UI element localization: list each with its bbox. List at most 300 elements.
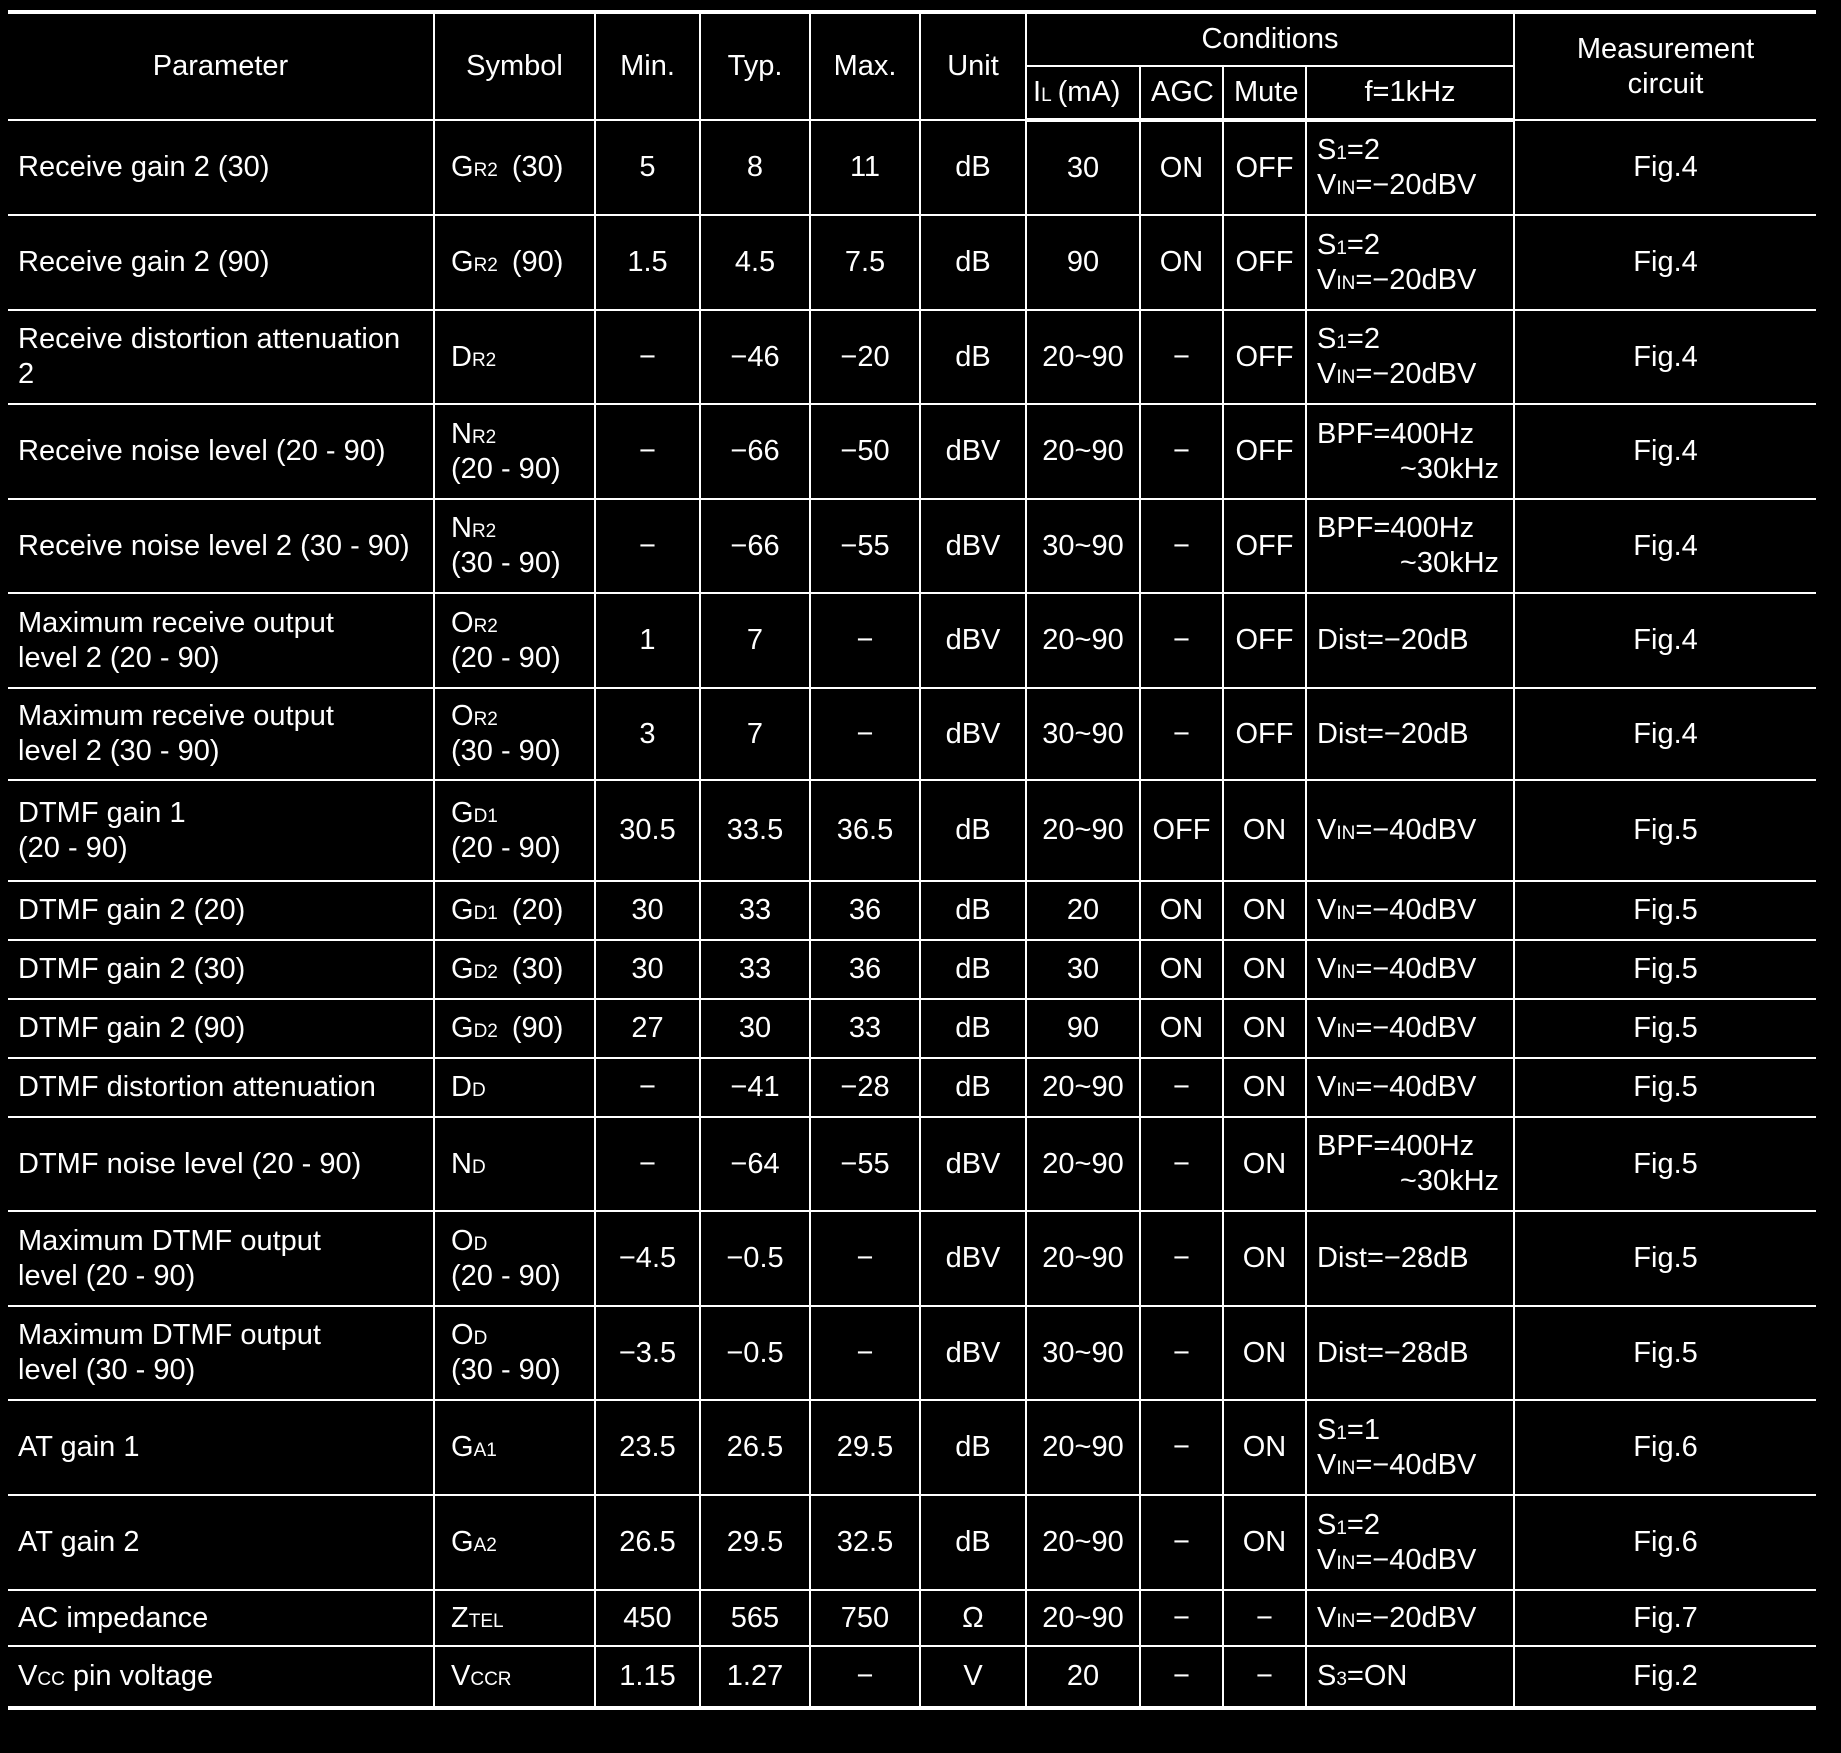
symbol-line-main: V [451,1660,471,1693]
symbol-line [451,831,584,866]
symbol-line-sub: A2 [473,1535,497,1557]
cell-unit: dBV [920,593,1026,688]
symbol-line-text: (30 - 90) [451,735,561,767]
condition-line-sub: IN [1336,178,1356,199]
symbol-line-main: G [451,1526,474,1559]
cell-symbol [434,881,595,940]
parameter-line: level (30 - 90) [18,1354,196,1386]
condition-line-sub: IN [1336,823,1356,845]
header-parameter: Parameter [8,12,434,120]
cell-symbol [434,1495,595,1590]
cell-parameter [8,1495,434,1590]
cell-parameter [8,940,434,999]
cell-parameter [8,499,434,593]
symbol-line-main: O [451,1319,474,1352]
condition-line [1317,1601,1503,1636]
cell-max: − [810,1211,920,1306]
table-row [8,1590,1816,1646]
table-body [8,120,1816,1708]
cell-typ: −64 [700,1117,810,1211]
cell-mute: OFF [1223,215,1306,310]
cell-symbol [434,120,595,215]
cell-mute: ON [1223,1495,1306,1590]
cell-condition [1306,1211,1514,1306]
symbol-line-text: (90) [511,1012,564,1045]
header-il [1026,66,1140,120]
symbol-line-main: O [451,606,474,639]
cell-measurement-circuit: Fig.4 [1514,215,1816,310]
condition-line-text: Dist=−20dB [1317,624,1469,657]
cell-condition [1306,310,1514,404]
cell-agc: − [1140,1400,1223,1495]
parameter-line: AT gain 2 [18,1526,140,1559]
table-row [8,215,1816,310]
cell-mute: OFF [1223,499,1306,593]
cell-parameter [8,881,434,940]
table-row [8,310,1816,404]
table-row [8,1400,1816,1495]
condition-line-text: =2 [1346,134,1380,167]
condition-line-text: =−40dBV [1355,1543,1477,1576]
condition-line [1317,1129,1503,1164]
condition-line-sub: 1 [1336,237,1347,259]
cell-symbol [434,593,595,688]
symbol-line [451,952,584,987]
cell-measurement-circuit: Fig.4 [1514,310,1816,404]
condition-line [1317,1413,1503,1448]
symbol-line-sub: D1 [473,805,498,827]
symbol-line [451,796,584,831]
cell-il: 20~90 [1026,1495,1140,1590]
cell-min: 1.5 [595,215,700,310]
cell-parameter [8,215,434,310]
table-row [8,1211,1816,1306]
parameter-line: AC impedance [18,1601,209,1634]
cell-il: 20~90 [1026,1117,1140,1211]
symbol-line-sub: D2 [473,962,498,984]
symbol-line-main: G [451,796,474,829]
cell-parameter [8,1058,434,1117]
cell-symbol [434,1646,595,1708]
cell-il: 30 [1026,940,1140,999]
parameter-line-main: V [18,1660,38,1693]
cell-unit: dBV [920,404,1026,499]
condition-line-sub: IN [1336,1021,1356,1043]
cell-il: 30~90 [1026,688,1140,780]
cell-condition [1306,1306,1514,1400]
symbol-line [451,1070,584,1105]
table-row [8,1646,1816,1708]
cell-parameter [8,1211,434,1306]
condition-line [1317,623,1503,658]
cell-typ: −41 [700,1058,810,1117]
parameter-line [18,1659,423,1694]
cell-il: 90 [1026,215,1140,310]
condition-line [1317,1336,1503,1371]
cell-mute: OFF [1223,688,1306,780]
cell-symbol [434,780,595,881]
cell-typ: −0.5 [700,1211,810,1306]
condition-line [1317,452,1503,487]
condition-line-text: =−20dBV [1355,1601,1477,1634]
header-typ: Typ. [700,12,810,120]
cell-unit: dBV [920,499,1026,593]
cell-parameter [8,1117,434,1211]
condition-line-text: =−20dBV [1355,263,1477,296]
table-row [8,780,1816,881]
parameter-line: Receive noise level 2 (30 - 90) [18,529,410,562]
condition-line [1317,1543,1503,1578]
condition-line-text: =2 [1346,1508,1380,1541]
symbol-line-main: G [451,151,474,184]
symbol-line-sub: A1 [473,1440,497,1462]
parameter-line: Maximum DTMF output [18,1319,321,1352]
header-frequency: f=1kHz [1306,66,1514,120]
cell-typ: −46 [700,310,810,404]
cell-max: −55 [810,499,920,593]
condition-line-text: BPF=400Hz [1317,512,1475,545]
condition-line-text: Dist=−28dB [1317,1336,1469,1369]
cell-symbol [434,499,595,593]
cell-agc: − [1140,688,1223,780]
condition-line [1317,717,1503,752]
cell-condition [1306,940,1514,999]
cell-typ: −66 [700,499,810,593]
cell-unit: Ω [920,1590,1026,1646]
cell-measurement-circuit: Fig.6 [1514,1400,1816,1495]
header-il-unit: (mA) [1057,76,1121,109]
symbol-line [451,1147,584,1182]
cell-measurement-circuit: Fig.4 [1514,120,1816,215]
cell-agc: − [1140,593,1223,688]
symbol-line-sub: D [473,1233,488,1255]
electrical-characteristics-table [8,10,1816,1710]
cell-il: 20~90 [1026,1590,1140,1646]
cell-agc: ON [1140,999,1223,1058]
symbol-line-sub: TEL [468,1610,504,1632]
condition-line-text: =−40dBV [1355,953,1477,986]
symbol-line-main: N [451,1147,472,1180]
cell-symbol [434,310,595,404]
table-row [8,593,1816,688]
cell-mute: OFF [1223,120,1306,215]
parameter-line: Maximum DTMF output [18,1224,321,1257]
symbol-line [451,893,584,928]
cell-measurement-circuit: Fig.4 [1514,404,1816,499]
cell-symbol [434,1400,595,1495]
cell-agc: − [1140,1058,1223,1117]
cell-symbol [434,688,595,780]
cell-parameter [8,688,434,780]
table-row [8,1495,1816,1590]
symbol-line [451,150,584,185]
header-il-main: I [1033,76,1042,109]
condition-line [1317,1508,1503,1543]
cell-measurement-circuit: Fig.5 [1514,940,1816,999]
symbol-line [451,1224,584,1259]
cell-min: 30 [595,881,700,940]
cell-il: 20~90 [1026,310,1140,404]
cell-parameter [8,1306,434,1400]
cell-condition [1306,120,1514,215]
cell-symbol [434,1117,595,1211]
cell-min: − [595,499,700,593]
cell-agc: ON [1140,120,1223,215]
parameter-line: DTMF gain 2 (20) [18,894,246,927]
cell-mute: ON [1223,1306,1306,1400]
parameter-line: AT gain 1 [18,1431,140,1464]
cell-mute: OFF [1223,404,1306,499]
cell-min: − [595,1058,700,1117]
symbol-line-text: (30 - 90) [451,547,561,579]
cell-unit: dBV [920,1117,1026,1211]
cell-min: − [595,310,700,404]
condition-line [1317,263,1503,298]
header-measurement-circuit [1514,12,1816,120]
cell-il: 30~90 [1026,1306,1140,1400]
cell-symbol [434,1590,595,1646]
condition-line [1317,546,1503,581]
cell-measurement-circuit: Fig.5 [1514,881,1816,940]
symbol-line-main: D [451,340,472,373]
cell-max: − [810,1646,920,1708]
symbol-line [451,1525,584,1560]
symbol-line-text: (20 - 90) [451,831,561,864]
symbol-line [451,1601,584,1636]
cell-max: 36 [810,940,920,999]
cell-typ: 29.5 [700,1495,810,1590]
parameter-line: DTMF noise level (20 - 90) [18,1147,362,1180]
header-max: Max. [810,12,920,120]
parameter-line: Maximum receive output [18,700,334,733]
cell-mute: ON [1223,780,1306,881]
cell-unit: dB [920,1058,1026,1117]
cell-condition [1306,593,1514,688]
cell-il: 30~90 [1026,499,1140,593]
condition-line [1317,133,1503,168]
parameter-line: level 2 (30 - 90) [18,735,220,767]
cell-measurement-circuit: Fig.5 [1514,999,1816,1058]
cell-max: 11 [810,120,920,215]
cell-typ: 33.5 [700,780,810,881]
cell-unit: dB [920,999,1026,1058]
header-il-sub: L [1041,85,1052,107]
cell-mute: ON [1223,1058,1306,1117]
symbol-line [451,1353,584,1388]
cell-condition [1306,881,1514,940]
cell-il: 20 [1026,1646,1140,1708]
cell-condition [1306,780,1514,881]
header-agc: AGC [1140,66,1223,120]
cell-agc: ON [1140,940,1223,999]
condition-line [1317,1164,1503,1199]
cell-max: −50 [810,404,920,499]
cell-symbol [434,1306,595,1400]
cell-unit: dB [920,310,1026,404]
cell-typ: 8 [700,120,810,215]
cell-mute: OFF [1223,310,1306,404]
cell-condition [1306,1590,1514,1646]
symbol-line-text: (30 - 90) [451,1354,561,1386]
cell-measurement-circuit: Fig.7 [1514,1590,1816,1646]
symbol-line-text: (20 - 90) [451,452,561,485]
symbol-line-sub: D1 [473,903,498,925]
cell-agc: − [1140,1646,1223,1708]
condition-line [1317,417,1503,452]
cell-min: − [595,1117,700,1211]
condition-line-main: V [1317,1071,1337,1104]
condition-line-sub: 1 [1336,1422,1347,1444]
cell-il: 20 [1026,881,1140,940]
cell-typ: 7 [700,593,810,688]
condition-line-text: =−40dBV [1355,1012,1477,1045]
parameter-line: Maximum receive output [18,606,334,639]
cell-condition [1306,1117,1514,1211]
cell-unit: dB [920,120,1026,215]
symbol-line [451,245,584,280]
symbol-line-sub: R2 [471,426,497,448]
cell-max: 29.5 [810,1400,920,1495]
cell-max: − [810,593,920,688]
condition-line [1317,1070,1503,1105]
cell-typ: 30 [700,999,810,1058]
cell-measurement-circuit: Fig.5 [1514,1058,1816,1117]
parameter-line: Receive distortion attenuation 2 [18,323,401,390]
cell-typ: −0.5 [700,1306,810,1400]
condition-line [1317,357,1503,392]
condition-line [1317,1241,1503,1276]
cell-min: 1 [595,593,700,688]
cell-mute: − [1223,1590,1306,1646]
cell-typ: 7 [700,688,810,780]
cell-max: − [810,1306,920,1400]
parameter-line: DTMF gain 2 (30) [18,953,246,986]
cell-agc: ON [1140,215,1223,310]
cell-mute: ON [1223,1400,1306,1495]
cell-condition [1306,999,1514,1058]
symbol-line-text: (30) [511,151,564,184]
cell-max: 32.5 [810,1495,920,1590]
cell-typ: −66 [700,404,810,499]
cell-parameter [8,310,434,404]
condition-line [1317,893,1503,928]
parameter-line: DTMF distortion attenuation [18,1071,376,1104]
condition-line-text: Dist=−20dB [1317,717,1469,750]
cell-condition [1306,499,1514,593]
cell-max: 7.5 [810,215,920,310]
symbol-line-main: G [451,246,474,279]
condition-line-main: S [1317,1413,1337,1446]
cell-unit: dB [920,881,1026,940]
cell-min: 30 [595,940,700,999]
cell-il: 30 [1026,120,1140,215]
parameter-line-text: pin voltage [64,1660,214,1693]
table-row [8,999,1816,1058]
symbol-line-sub: R2 [471,521,497,543]
cell-measurement-circuit: Fig.4 [1514,593,1816,688]
cell-mute: ON [1223,1117,1306,1211]
symbol-line-sub: R2 [473,160,498,182]
cell-unit: dBV [920,688,1026,780]
cell-measurement-circuit: Fig.4 [1514,688,1816,780]
cell-unit: dBV [920,1211,1026,1306]
condition-line-text: =−40dBV [1355,894,1477,927]
condition-line-sub: IN [1336,903,1356,925]
symbol-line [451,699,584,734]
condition-line-text: =1 [1346,1413,1380,1446]
cell-il: 20~90 [1026,1211,1140,1306]
condition-line [1317,168,1503,203]
cell-parameter [8,120,434,215]
cell-measurement-circuit: Fig.5 [1514,1306,1816,1400]
cell-measurement-circuit: Fig.5 [1514,1117,1816,1211]
table-row [8,404,1816,499]
table-row [8,1058,1816,1117]
condition-line-sub: 1 [1336,332,1347,354]
symbol-line-text: (20 - 90) [451,1259,561,1292]
cell-min: −4.5 [595,1211,700,1306]
condition-line [1317,952,1503,987]
cell-max: −28 [810,1058,920,1117]
cell-condition [1306,1058,1514,1117]
cell-unit: dB [920,940,1026,999]
condition-line-main: S [1317,228,1337,261]
symbol-line-main: O [451,1224,474,1257]
symbol-line [451,606,584,641]
cell-mute: − [1223,1646,1306,1708]
condition-line-main: V [1317,1448,1337,1481]
cell-max: 36 [810,881,920,940]
cell-condition [1306,215,1514,310]
cell-symbol [434,404,595,499]
symbol-line [451,1430,584,1465]
cell-unit: dB [920,215,1026,310]
symbol-line [451,417,584,452]
symbol-line [451,452,584,487]
cell-min: −3.5 [595,1306,700,1400]
condition-line-sub: 3 [1336,1669,1347,1691]
cell-min: 23.5 [595,1400,700,1495]
cell-condition [1306,1400,1514,1495]
condition-line-main: S [1317,1508,1337,1541]
cell-unit: dBV [920,1306,1026,1400]
cell-measurement-circuit: Fig.4 [1514,499,1816,593]
condition-line-text: ~30kHz [1399,1165,1500,1197]
condition-line-sub: IN [1336,272,1356,294]
condition-line [1317,1448,1503,1483]
cell-measurement-circuit: Fig.6 [1514,1495,1816,1590]
table-row [8,688,1816,780]
symbol-line-sub: R2 [471,349,497,371]
cell-agc: ON [1140,881,1223,940]
cell-min: 5 [595,120,700,215]
parameter-line: Receive gain 2 (30) [18,151,270,184]
cell-parameter [8,999,434,1058]
symbol-line-sub: R2 [473,615,498,637]
cell-min: − [595,404,700,499]
symbol-line-main: G [451,894,474,927]
condition-line [1317,1659,1503,1694]
condition-line-text: =−40dBV [1355,814,1477,847]
condition-line-text: BPF=400Hz [1317,1130,1475,1163]
symbol-line-text: (90) [511,246,564,279]
condition-line-text: =ON [1346,1660,1408,1693]
condition-line-main: V [1317,1012,1337,1045]
table-row [8,940,1816,999]
cell-min: 30.5 [595,780,700,881]
symbol-line-main: G [451,953,474,986]
header-measurement-line2: circuit [1627,67,1704,100]
